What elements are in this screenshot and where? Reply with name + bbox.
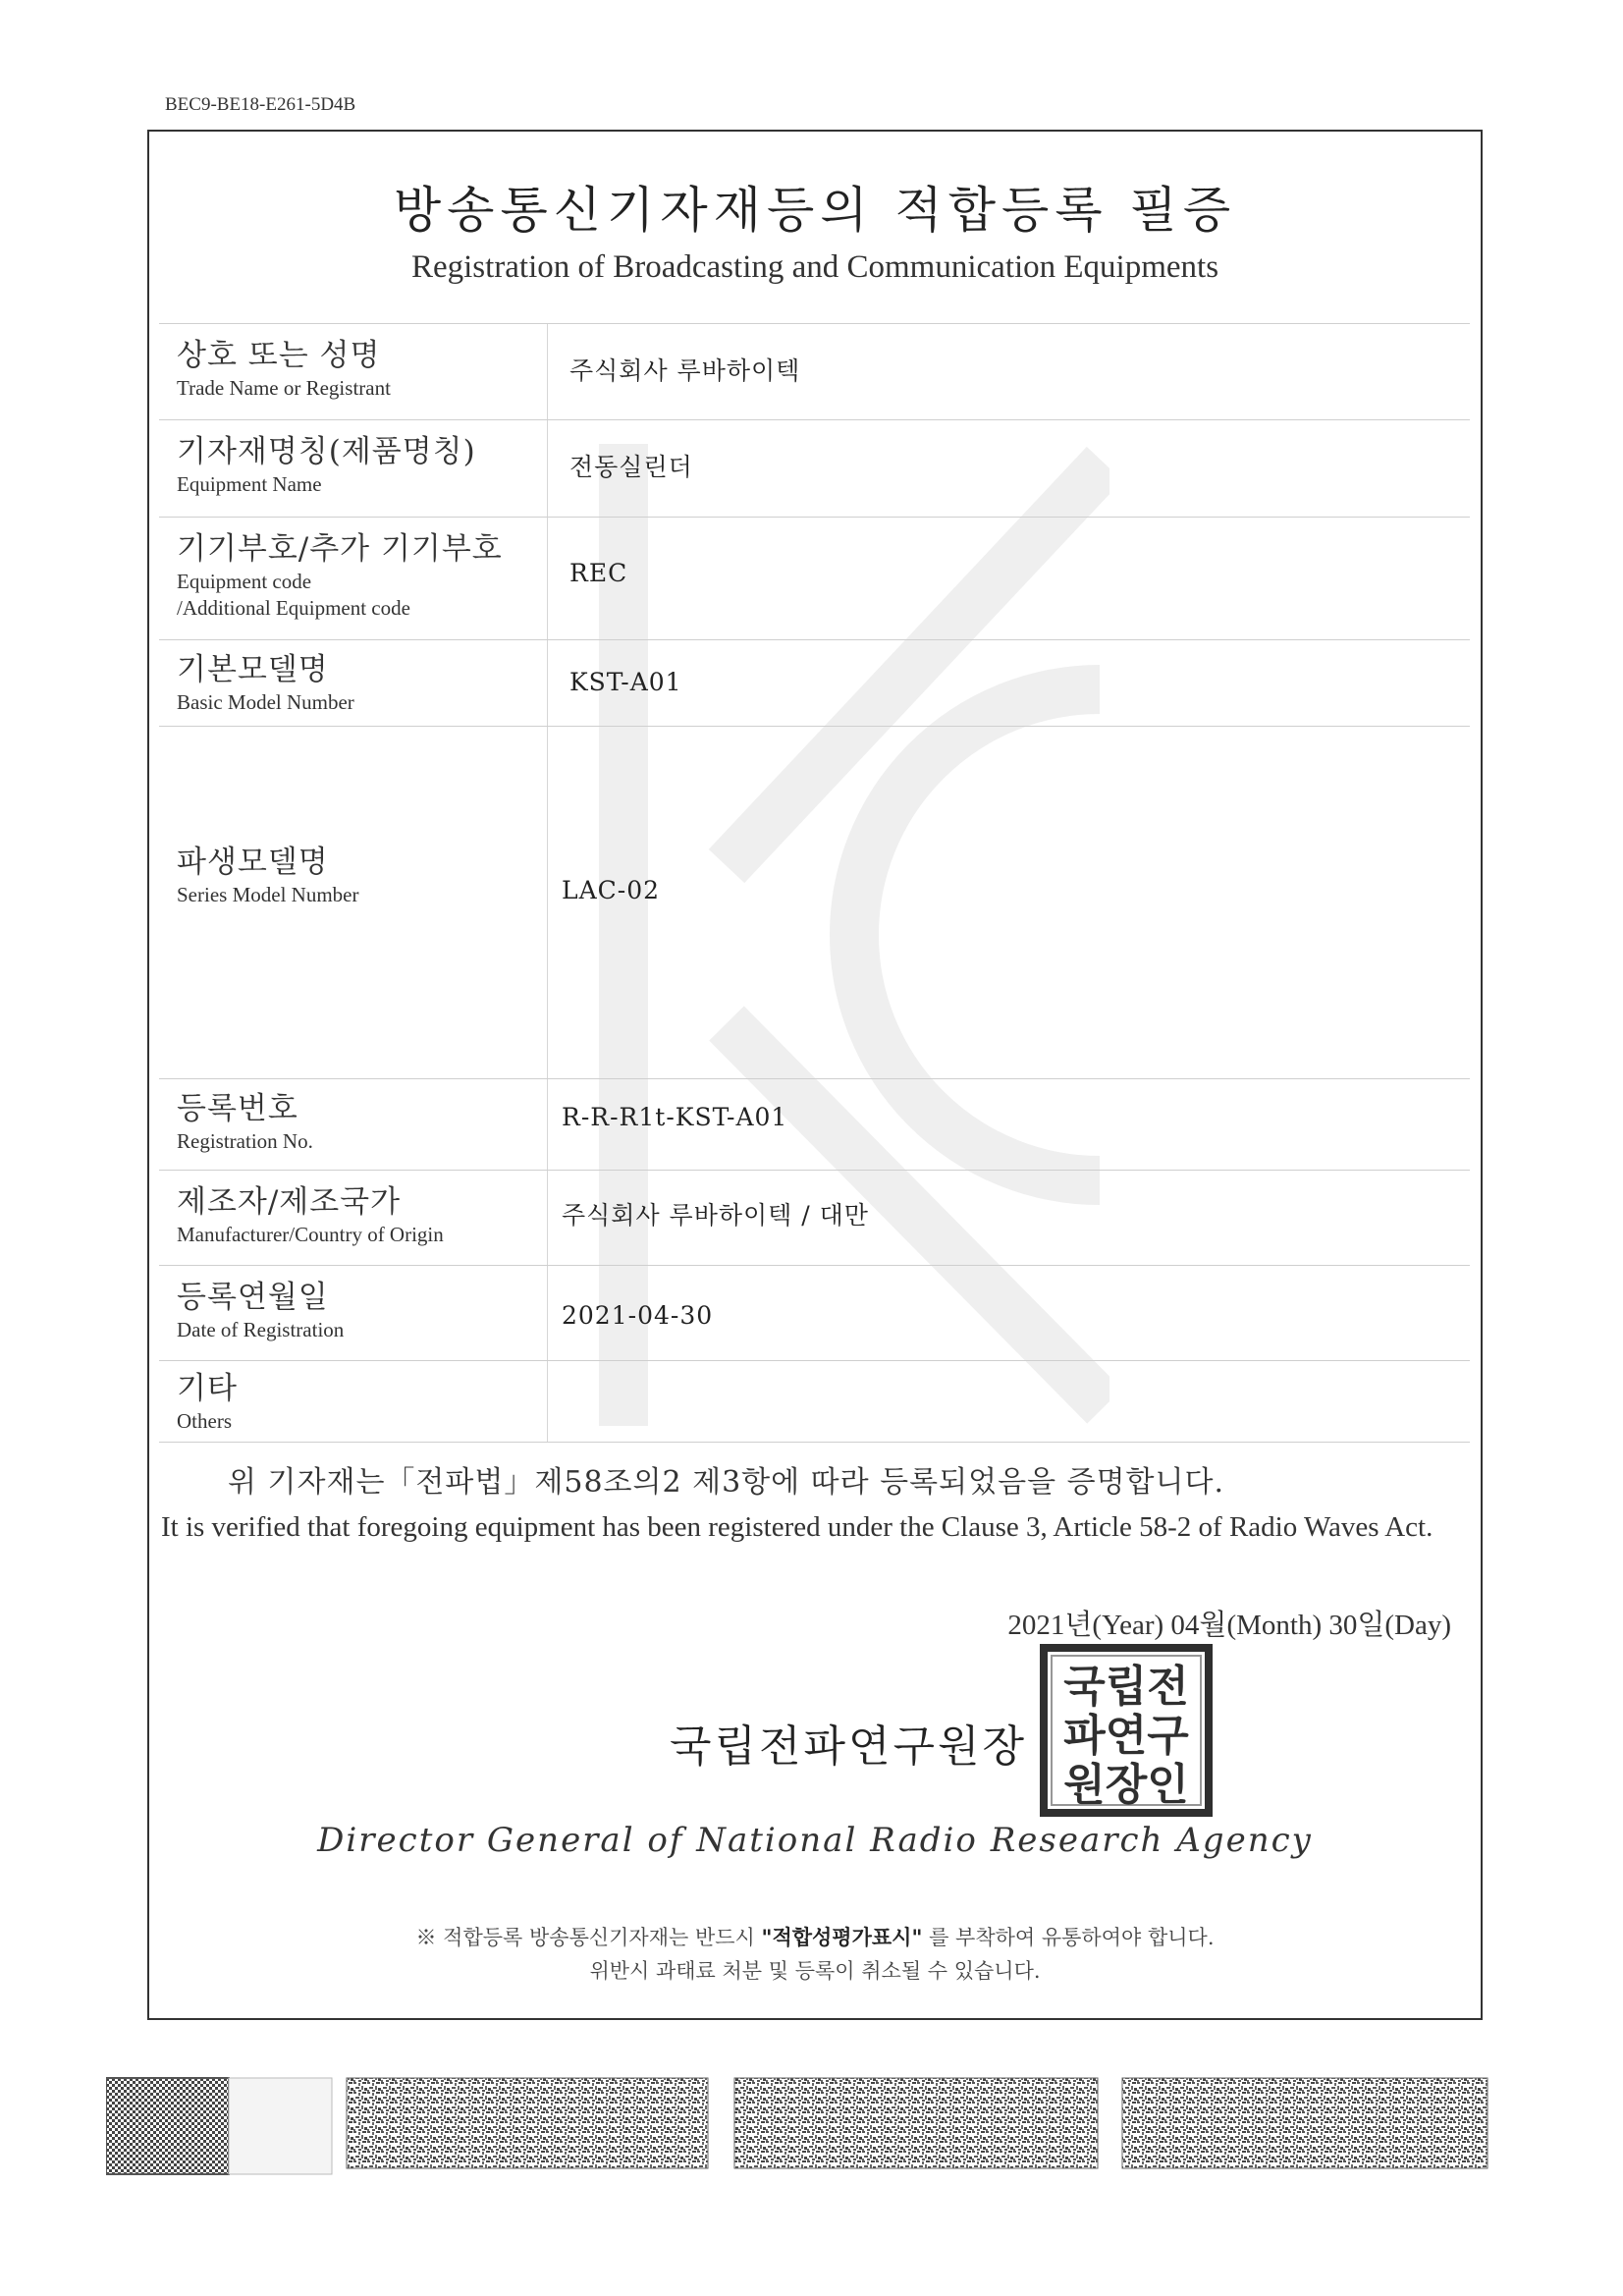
basic-model-value: KST-A01 [569,668,682,696]
barcode-block [106,2078,229,2174]
row-label-english: Series Model Number [177,883,359,906]
table-row [159,420,1470,518]
row-label-korean: 제조자/제조국가 [177,1184,402,1220]
registration-table [159,323,1470,1443]
barcode-block [229,2078,332,2174]
table-row [159,727,1470,1079]
barcode-block [1122,2078,1488,2168]
series-model-value: LAC-02 [562,876,661,904]
statement-english: It is verified that foregoing equipment has been registered under the Clause 3, Article 58-2 of Radio Waves Act. [161,1511,1434,1543]
table-row [159,1171,1470,1266]
equipment-code-value: REC [569,559,628,587]
seal-line: 원장인 [1063,1760,1189,1810]
table-row [159,1079,1470,1171]
row-label-korean: 파생모델명 [177,845,329,880]
row-label-english: Date of Registration [177,1318,345,1341]
title-korean: 방송통신기자재등의 적합등록 필증 [393,182,1237,239]
notice-text-before: 적합등록 방송통신기자재는 반드시 [443,1926,755,1949]
issuer-korean: 국립전파연구원장 [670,1722,1028,1772]
barcode-strip [106,2072,1500,2175]
notice-emphasis: "적합성평가표시" [761,1925,923,1949]
row-label-english: Equipment code [177,570,312,593]
manufacturer-value: 주식회사 루바하이텍 / 대만 [562,1201,869,1230]
official-seal-icon [1038,1642,1215,1819]
row-label-korean: 등록연월일 [177,1280,329,1315]
table-row [159,324,1470,420]
row-label-korean: 등록번호 [177,1091,298,1126]
seal-line: 파연구 [1063,1711,1189,1761]
row-label-english: Others [177,1409,232,1433]
table-row [159,1361,1470,1443]
row-label-korean: 기타 [177,1371,238,1406]
row-label-korean: 기본모델명 [177,652,329,687]
seal-line: 국립전 [1063,1662,1189,1712]
equipment-name-value: 전동실린더 [569,453,693,481]
barcode-block [347,2078,708,2168]
table-row [159,640,1470,727]
notice-line-2: 위반시 과태료 처분 및 등록이 취소될 수 있습니다. [589,1959,1041,1983]
registration-number-value: R-R-R1t-KST-A01 [562,1103,788,1131]
row-label-english: Manufacturer/Country of Origin [177,1223,444,1246]
row-label-english: Registration No. [177,1129,313,1153]
statement-korean: 위 기자재는「전파법」제58조의2 제3항에 따라 등록되었음을 증명합니다. [228,1465,1225,1500]
table-row [159,518,1470,640]
document-id: BEC9-BE18-E261-5D4B [165,94,356,115]
row-label-english: Trade Name or Registrant [177,376,391,400]
row-label-korean: 상호 또는 성명 [177,338,381,373]
notice [149,1921,1481,1988]
row-label-english: Equipment Name [177,472,322,496]
row-label-korean: 기자재명칭(제품명칭) [177,434,476,469]
trade-name-value: 주식회사 루바하이텍 [569,356,801,385]
notice-text-after: 를 부착하여 유통하여야 합니다. [929,1926,1215,1949]
issue-date: 2021년(Year) 04월(Month) 30일(Day) [1007,1610,1451,1641]
barcode-block [734,2078,1098,2168]
title-english: Registration of Broadcasting and Communication Equipments [410,249,1219,285]
row-label-korean: 기기부호/추가 기기부호 [177,531,503,567]
registration-date-value: 2021-04-30 [562,1301,714,1330]
table-row [159,1266,1470,1361]
notice-line-1 [149,1921,1481,1954]
issuer-english: Director General of National Radio Research Agency [317,1821,1313,1860]
certificate-frame [147,130,1483,2020]
notice-mark: ※ [415,1926,437,1949]
row-label-english-2: /Additional Equipment code [177,596,410,620]
row-label-english: Basic Model Number [177,690,354,714]
